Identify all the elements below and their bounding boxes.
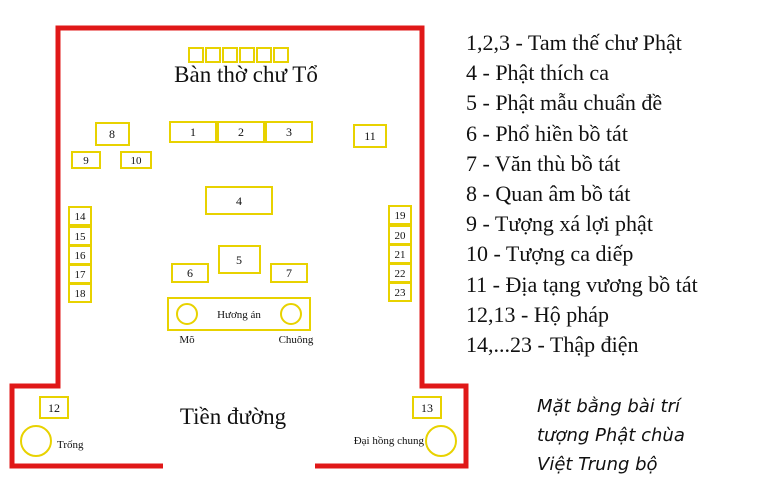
legend-item: 8 - Quan âm bồ tát <box>466 181 631 207</box>
statue-label-6: 6 <box>187 266 193 280</box>
wooden-fish-circle <box>177 304 197 324</box>
legend-item: 6 - Phổ hiền bồ tát <box>466 120 628 146</box>
statue-label-3: 3 <box>286 125 292 139</box>
legend-item: 9 - Tượng xá lợi phật <box>466 211 653 237</box>
drum-circle <box>21 426 51 456</box>
legend-item: 12,13 - Hộ pháp <box>466 301 609 327</box>
caption-line: Mặt bằng bài trí <box>537 396 680 417</box>
offering-cups <box>189 48 288 62</box>
legend-item: 5 - Phật mẫu chuẩn đề <box>466 90 663 116</box>
statue-label-9: 9 <box>83 155 89 167</box>
statue-label-1: 1 <box>190 125 196 139</box>
statue-label-13: 13 <box>421 401 433 415</box>
legend-item: 1,2,3 - Tam thế chư Phật <box>466 30 682 55</box>
legend-item: 14,...23 - Thập điện <box>466 332 639 358</box>
statue-label-17: 17 <box>74 269 86 281</box>
great-bell-label: Đại hồng chung <box>353 435 424 447</box>
statue-label-21: 21 <box>394 249 406 261</box>
statue-label-2: 2 <box>238 125 244 139</box>
statue-label-10: 10 <box>130 155 142 167</box>
statue-label-16: 16 <box>74 250 86 262</box>
statue-label-12: 12 <box>48 401 60 415</box>
statue-label-15: 15 <box>74 231 86 243</box>
legend-item: 7 - Văn thù bồ tát <box>466 150 621 176</box>
statue-label-19: 19 <box>394 210 406 222</box>
legend-item: 11 - Địa tạng vương bồ tát <box>466 271 698 297</box>
statue-label-14: 14 <box>74 211 86 223</box>
statue-label-8: 8 <box>109 127 115 141</box>
figure-caption <box>537 392 757 479</box>
statue-label-23: 23 <box>394 287 406 299</box>
statue-label-11: 11 <box>364 129 376 143</box>
drum-label: Trống <box>57 439 84 451</box>
caption-line: tượng Phật chùa <box>537 425 685 446</box>
statue-label-7: 7 <box>286 266 292 280</box>
front-hall-label: Tiền đường <box>179 404 287 429</box>
statue-label-18: 18 <box>74 288 86 300</box>
statue-label-4: 4 <box>236 194 242 208</box>
statue-label-20: 20 <box>394 230 406 242</box>
legend-list <box>466 28 698 360</box>
wooden-fish-label: Mõ <box>179 334 195 346</box>
caption-line: Việt Trung bộ <box>537 454 658 475</box>
incense-table-label: Hương án <box>217 309 261 321</box>
small-bell-label: Chuông <box>278 334 314 346</box>
altar-title: Bàn thờ chư Tổ <box>174 62 318 87</box>
legend-item: 4 - Phật thích ca <box>466 60 609 86</box>
statue-label-22: 22 <box>394 268 406 280</box>
great-bell-circle <box>426 426 456 456</box>
small-bell-circle <box>281 304 301 324</box>
statue-label-5: 5 <box>236 253 242 267</box>
legend-item: 10 - Tượng ca diếp <box>466 241 634 267</box>
